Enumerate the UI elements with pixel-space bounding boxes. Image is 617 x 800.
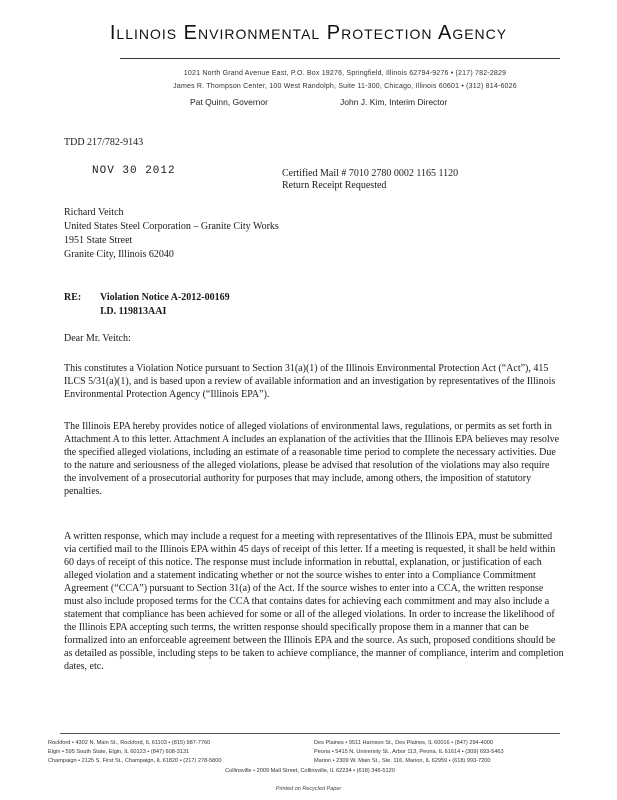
- footer-office-right-3: Marion • 2309 W. Main St., Ste. 116, Marion, IL 62959 • (618) 993-7200: [314, 758, 491, 764]
- officials-line: [190, 97, 520, 107]
- footer-office-right-2: Peoria • 5415 N. University St., Arbor 113, Peoria, IL 61614 • (309) 693-5463: [314, 749, 504, 755]
- certified-mail-number: Certified Mail # 7010 2780 0002 1165 1120: [282, 168, 459, 179]
- director-name: John J. Kim, Interim Director: [340, 97, 448, 107]
- recipient-company: United States Steel Corporation – Granite City Works: [64, 221, 279, 232]
- recycled-paper-note: Printed on Recycled Paper: [275, 786, 342, 792]
- recipient-street: 1951 State Street: [64, 235, 133, 246]
- violation-notice-number: Violation Notice A-2012-00169: [100, 292, 230, 303]
- date-stamp: NOV 30 2012: [92, 165, 176, 177]
- footer-office-left-1: Rockford • 4302 N. Main St., Rockford, IL 61103 • (815) 987-7760: [48, 740, 211, 746]
- footer-office-center: Collinsville • 2009 Mall Street, Collinsville, IL 62234 • (618) 346-5120: [225, 768, 395, 774]
- tdd-number: TDD 217/782-9143: [64, 137, 144, 148]
- body-paragraph-3: A written response, which may include a request for a meeting with representatives of the Illinois EPA, must be submitted via certified mail to the Illinois EPA within 45 days of receipt of this letter. If a meeting is requested, it shall be held within 60 days of receipt of this notice. The response must include information in rebuttal, explanation, or justification of each alleged violation and a statement indicating whether or not the source wishes to enter into a Compliance Commitment Agreement (“CCA”) pursuant to Section 31(a) of the Act. If the source wishes to enter into a CCA, the written response must also include proposed terms for the CCA that contains dates for achieving each commitment and may also include a statement that compliance has been achieved for some or all of the alleged violations. In order to increase the likelihood of the Illinois EPA accepting such terms, the written response should specifically propose them in a manner that can be formalized into an enforceable agreement between the Illinois EPA and the source. As such, proposed conditions should be as detailed as possible, including steps to be taken to achieve compliance, the manner of compliance, interim and completion dates, etc.: [64, 531, 564, 672]
- recipient-city: Granite City, Illinois 62040: [64, 249, 174, 260]
- footer-rule: [60, 733, 560, 734]
- governor-name: Pat Quinn, Governor: [190, 97, 268, 107]
- address-line-1: 1021 North Grand Avenue East, P.O. Box 19276, Springfield, Illinois 62794-9276 • (217) 782-2829: [183, 70, 507, 77]
- address-line-2: James R. Thompson Center, 100 West Randolph, Suite 11-300, Chicago, Illinois 60601 • (312) 814-6026: [173, 83, 517, 90]
- re-label: RE:: [64, 292, 82, 303]
- footer-office-left-2: Elgin • 595 South State, Elgin, IL 60123 • (847) 608-3131: [48, 749, 190, 755]
- footer-office-left-3: Champaign • 2125 S. First St., Champaign, IL 61820 • (217) 278-5800: [48, 758, 222, 764]
- return-receipt-note: Return Receipt Requested: [282, 180, 387, 191]
- body-paragraph-1: This constitutes a Violation Notice pursuant to Section 31(a)(1) of the Illinois Environmental Protection Act (“Act”), 415 ILCS 5/31(a)(1), and is based upon a review of available information and an investigation by representatives of the Illinois Environmental Protection Agency (“Illinois EPA”).: [64, 363, 556, 400]
- body-paragraph-2: The Illinois EPA hereby provides notice of alleged violations of environmental laws, regulations, or permits as set forth in Attachment A to this letter. Attachment A includes an explanation of the activities that the Illinois EPA believes may resolve the specified alleged violations, including an estimate of a reasonable time period to complete the necessary activities. Due to the nature and seriousness of the alleged violations, please be advised that resolution of the violations may also require the involvement of a prosecutorial authority for purposes that may include, among others, the imposition of statutory penalties.: [64, 421, 560, 497]
- facility-id: I.D. 119813AAI: [100, 306, 167, 317]
- footer-office-right-1: Des Plaines • 9511 Harrison St., Des Plaines, IL 60016 • (847) 294-4000: [314, 740, 493, 746]
- recipient-name: Richard Veitch: [64, 207, 124, 218]
- agency-name: Illinois Environmental Protection Agency: [109, 22, 508, 44]
- salutation: Dear Mr. Veitch:: [64, 333, 131, 344]
- letterhead-rule: [120, 58, 560, 59]
